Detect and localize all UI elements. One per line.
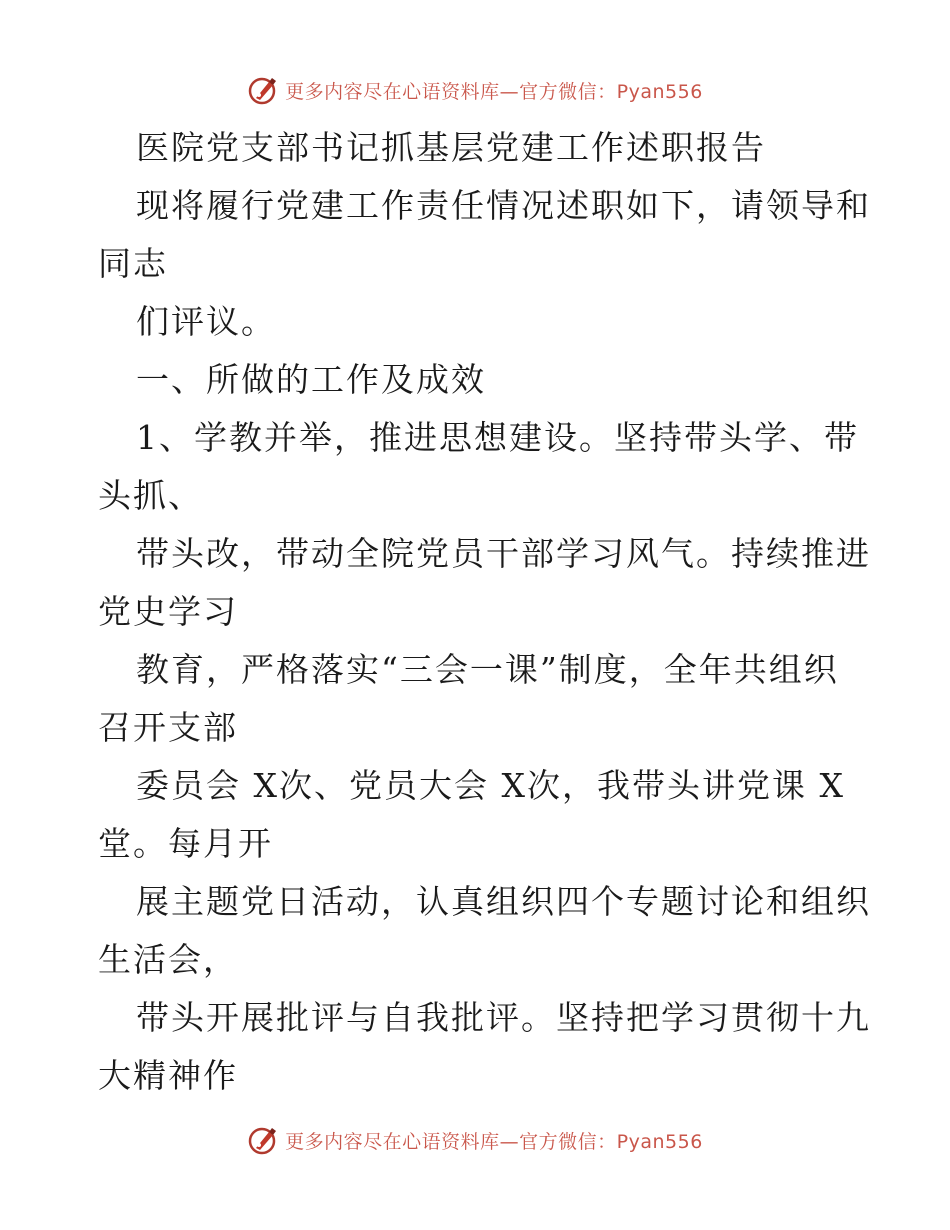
header-watermark-banner [0,70,950,110]
paragraph-line: 带头开展批评与自我批评。坚持把学习贯彻十九 [136,998,871,1037]
header-watermark-text: 更多内容尽在心语资料库—官方微信：Pyan556 [285,80,703,103]
footer-watermark-banner [0,1120,950,1160]
pen-logo-icon [247,1124,279,1156]
paragraph-line: 党史学习 [98,592,238,631]
paragraph-line: 同志 [98,244,168,283]
section-heading: 一、所做的工作及成效 [136,360,486,399]
paragraph-line: 带头改，带动全院党员干部学习风气。持续推进 [136,534,871,573]
paragraph-line: 教育，严格落实“三会一课”制度，全年共组织 [136,650,839,689]
paragraph-line: 展主题党日活动，认真组织四个专题讨论和组织 [136,882,871,921]
paragraph-line: 们评议。 [136,302,276,341]
paragraph-line: 现将履行党建工作责任情况述职如下，请领导和 [136,186,871,225]
document-title: 医院党支部书记抓基层党建工作述职报告 [136,128,766,167]
paragraph-line: 堂。每月开 [98,824,273,863]
pen-logo-icon [247,74,279,106]
paragraph-line: 召开支部 [98,708,238,747]
paragraph-line: 生活会， [98,940,238,979]
paragraph-line: 头抓、 [98,476,203,515]
footer-watermark-text: 更多内容尽在心语资料库—官方微信：Pyan556 [285,1130,703,1153]
paragraph-line: 1、学教并举，推进思想建设。坚持带头学、带 [136,418,859,457]
paragraph-line: 委员会 X次、党员大会 X次，我带头讲党课 X [136,766,845,805]
paragraph-line: 大精神作 [98,1056,238,1095]
